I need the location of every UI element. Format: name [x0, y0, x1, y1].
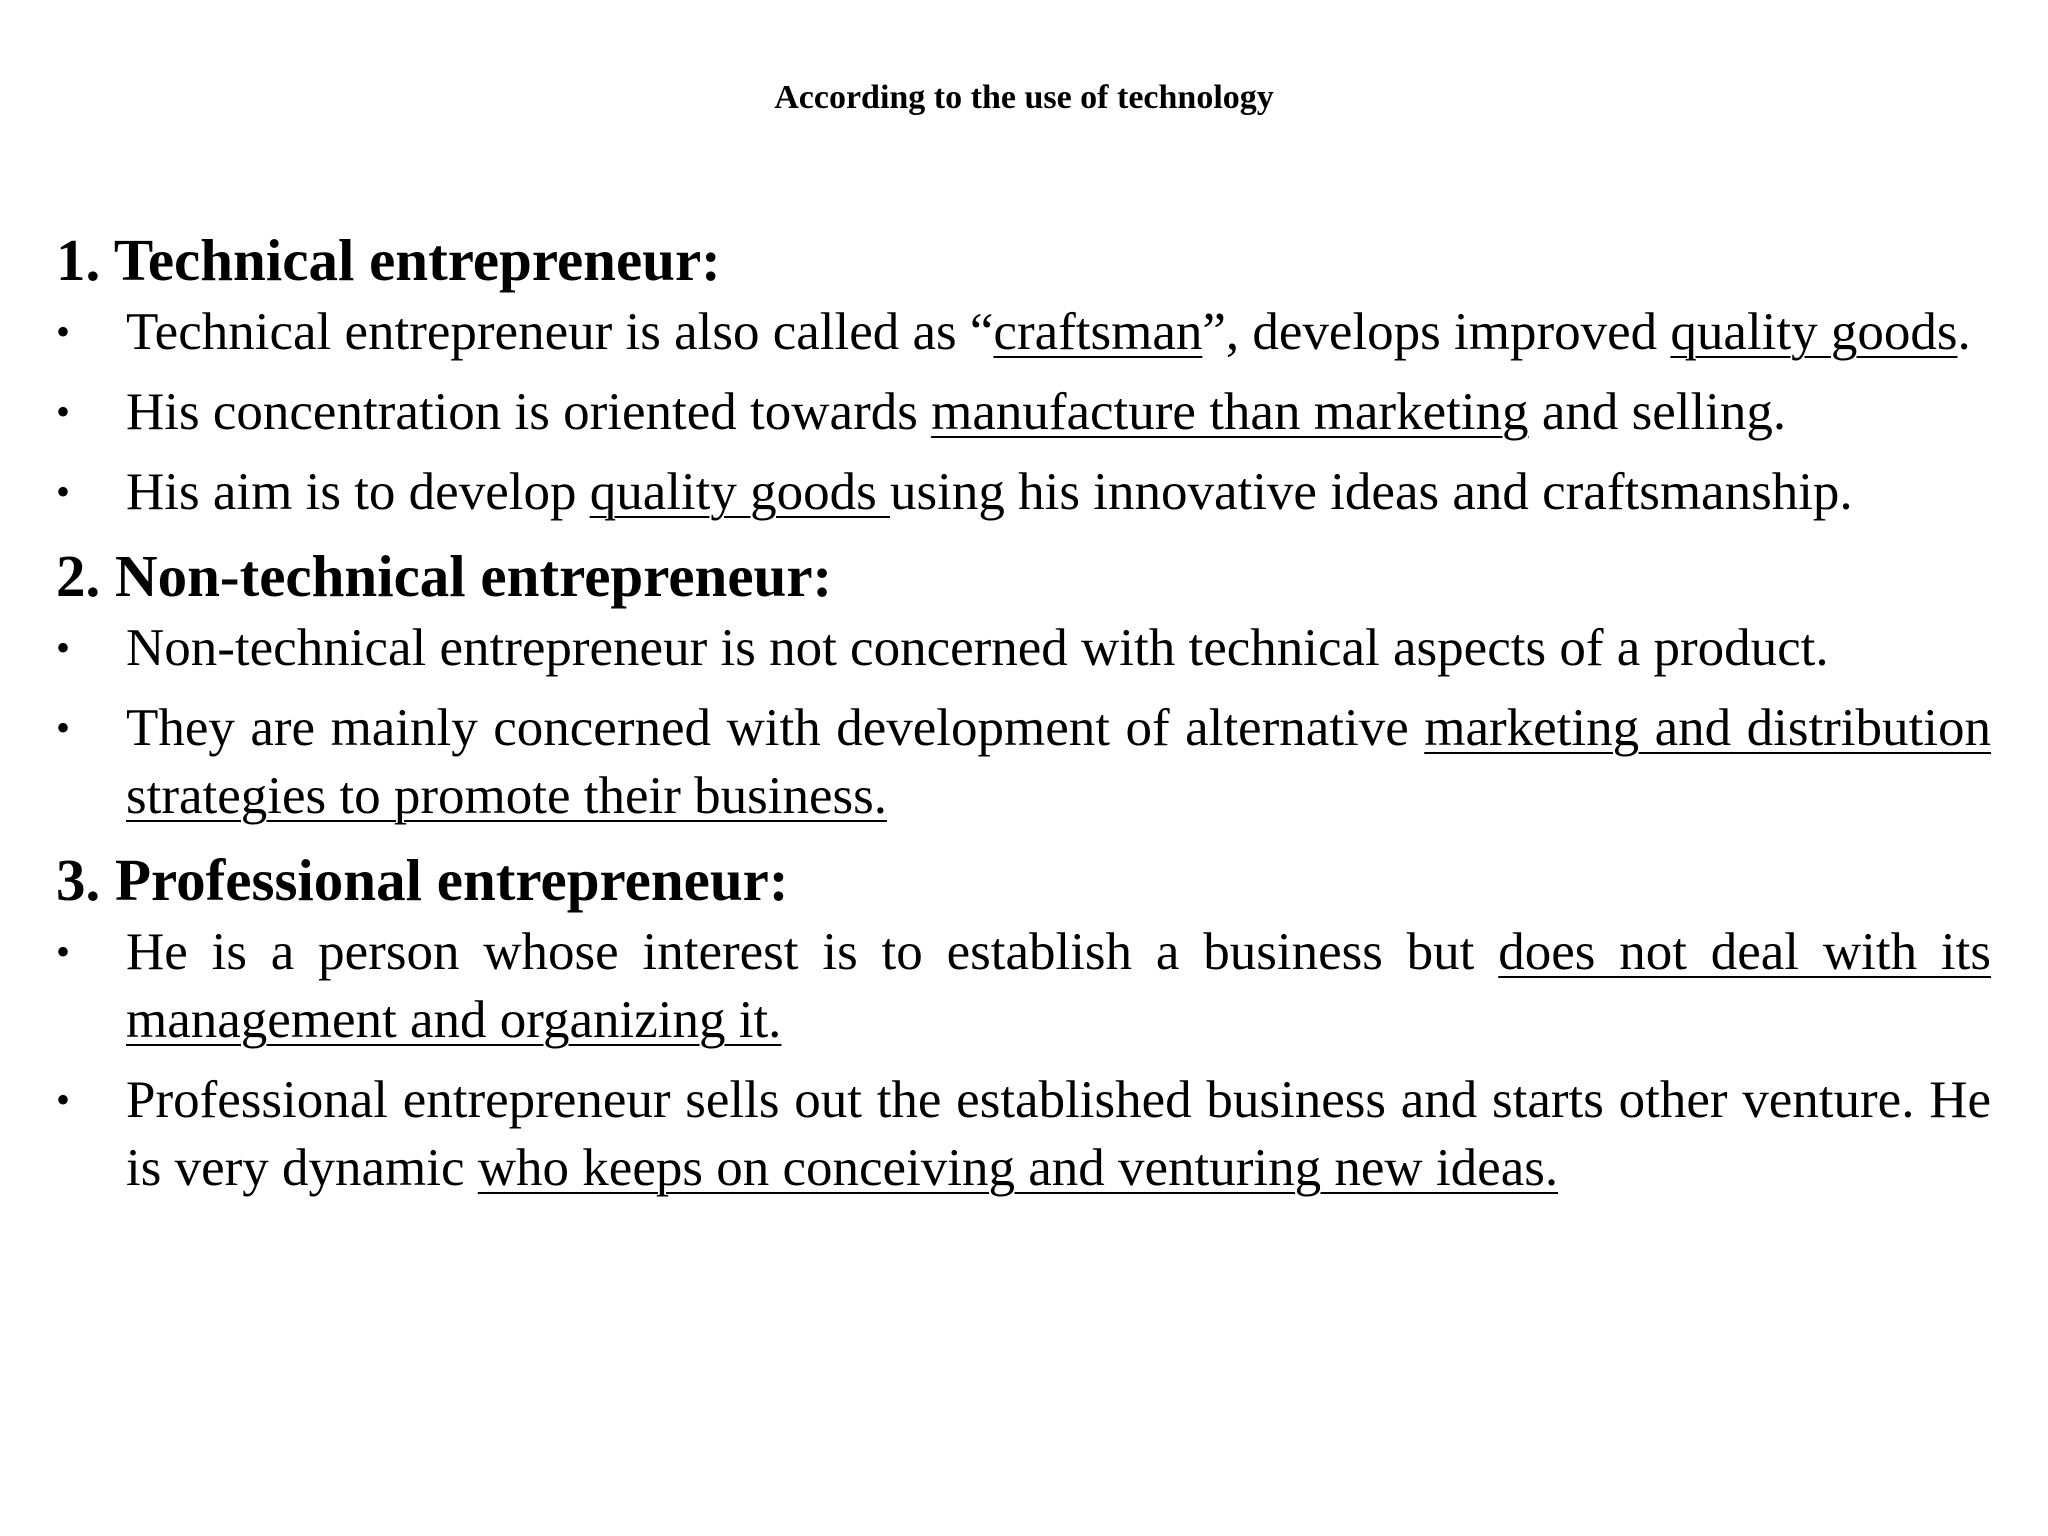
section-2 — [56, 538, 1991, 830]
section-3 — [56, 842, 1991, 1202]
body-text: . — [1957, 303, 1971, 361]
page-title: According to the use of technology — [774, 79, 1274, 116]
body-text: using his innovative ideas and craftsmanship. — [890, 463, 1853, 521]
bullet-item — [56, 694, 1991, 830]
section-1 — [56, 222, 1991, 526]
bullet-list — [56, 298, 1991, 526]
underlined-text: craftsman — [993, 303, 1203, 361]
body-text: Non-technical entrepreneur is not concerned with technical aspects of a product. — [126, 619, 1829, 677]
bullet-item — [56, 918, 1991, 1054]
bullet-dot-icon: • — [56, 389, 71, 434]
bullet-item — [56, 298, 1991, 366]
body-text: His aim is to develop — [126, 463, 590, 521]
underlined-text: marketing and distribution strategies to promote their business. — [126, 699, 1992, 825]
section-heading: 1. Technical entrepreneur: — [56, 227, 721, 293]
bullet-dot-icon: • — [56, 625, 71, 670]
body-text: They are mainly concerned with development of alternative — [126, 699, 1425, 757]
bullet-dot-icon: • — [56, 705, 71, 750]
section-heading: 2. Non-technical entrepreneur: — [56, 543, 833, 609]
body-text: His concentration is oriented towards — [126, 383, 932, 441]
bullet-dot-icon: • — [56, 469, 71, 514]
bullet-item — [56, 614, 1991, 682]
bullet-item — [56, 458, 1991, 526]
body-text: and selling. — [1528, 383, 1787, 441]
body-text: Technical entrepreneur is also called as “ — [126, 303, 994, 361]
section-heading: 3. Professional entrepreneur: — [56, 847, 789, 913]
underlined-text: quality goods — [1670, 303, 1958, 361]
bullet-dot-icon: • — [56, 309, 71, 354]
underlined-text: does not deal with its management and organizing it. — [126, 923, 1991, 1049]
bullet-list — [56, 918, 1991, 1202]
bullet-dot-icon: • — [56, 1077, 71, 1122]
bullet-list — [56, 614, 1991, 830]
underlined-text: quality goods — [589, 463, 891, 521]
underlined-text: who keeps on conceiving and venturing new ideas. — [477, 1139, 1559, 1197]
bullet-item — [56, 378, 1991, 446]
body-text: ”, develops improved — [1202, 303, 1671, 361]
body-text: Professional entrepreneur sells out the established business and starts other venture. He is very dynamic — [126, 1071, 1991, 1197]
body-text: He is a person whose interest is to establish a business but — [126, 923, 1499, 981]
content-body — [56, 222, 1991, 1214]
underlined-text: manufacture than marketing — [931, 383, 1529, 441]
bullet-item — [56, 1066, 1991, 1202]
bullet-dot-icon: • — [56, 929, 71, 974]
